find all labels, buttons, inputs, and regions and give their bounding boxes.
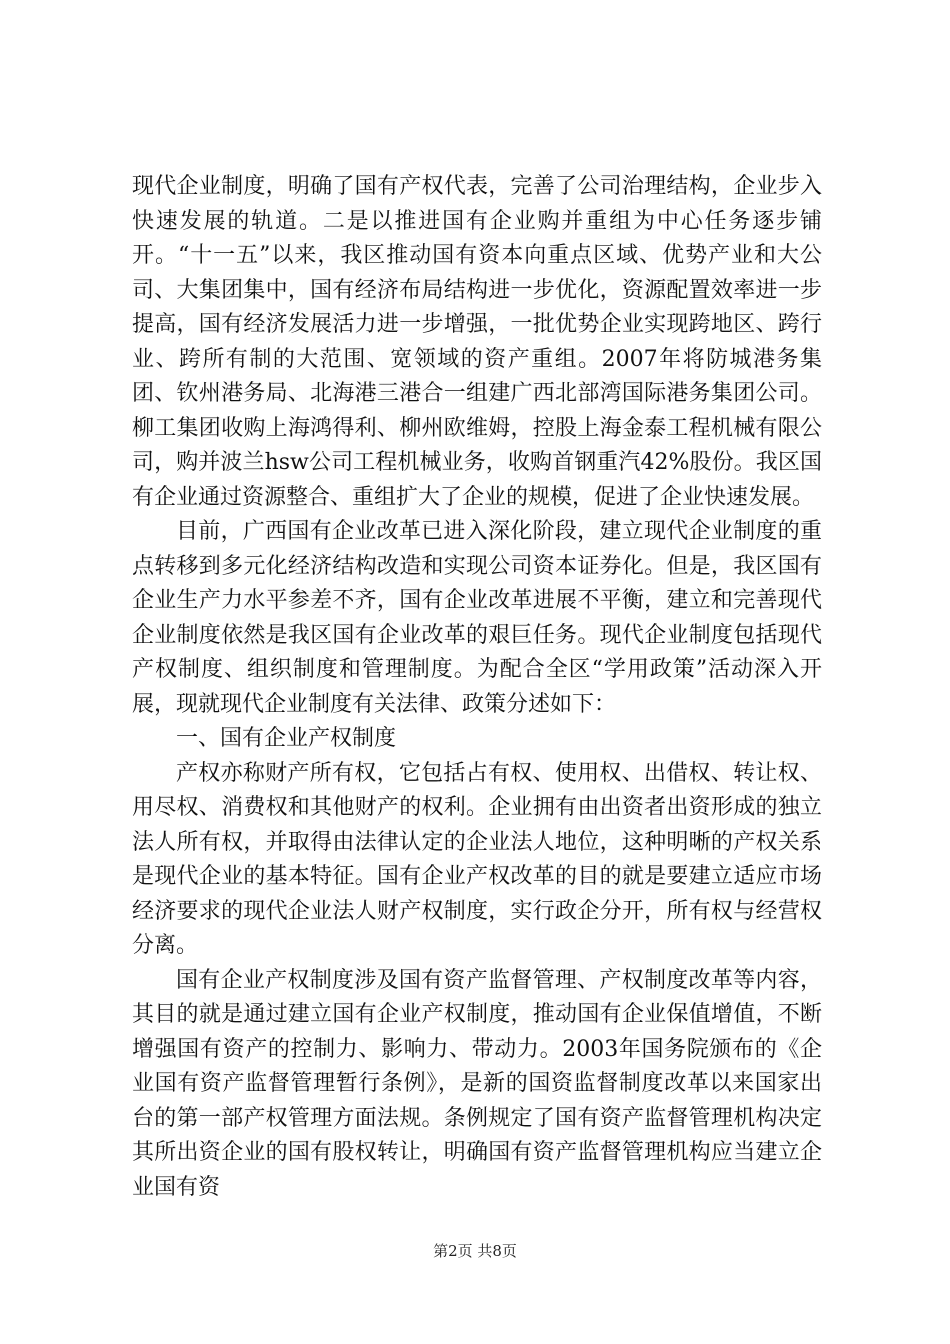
page-number-footer: 第2页 共8页: [433, 1242, 517, 1260]
section-heading-property-rights: 一、国有企业产权制度: [176, 726, 397, 751]
paragraph-property-rights-definition: 产权亦称财产所有权，它包括占有权、使用权、出借权、转让权、用尽权、消费权和其他财产的权利。企业拥有由出资者出资形成的独立法人所有权，并取得由法律认定的企业法人地位，这种明晰的产权关系是现代企业的基本特征。国有企业产权改革的目的就是要建立适应市场经济要求的现代企业法人财产权制度，实行政企分开，所有权与经营权分离。: [132, 760, 822, 958]
paragraph-property-rights-system: 国有企业产权制度涉及国有资产监督管理、产权制度改革等内容，其目的就是通过建立国有企业产权制度，推动国有企业保值增值，不断增强国有资产的控制力、影响力、带动力。2003年国务院颁布的《企业国有资产监督管理暂行条例》，是新的国资监督制度改革以来国家出台的第一部产权管理方面法规。条例规定了国有资产监督管理机构决定其所出资企业的国有股权转让，明确国有资产监督管理机构应当建立企业国有资: [132, 967, 822, 1200]
document-body: [132, 170, 822, 1205]
paragraph-continuation: 现代企业制度，明确了国有产权代表，完善了公司治理结构，企业步入快速发展的轨道。二是以推进国有企业购并重组为中心任务逐步铺开。“十一五”以来，我区推动国有资本向重点区域、优势产业和大公司、大集团集中，国有经济布局结构进一步优化，资源配置效率进一步提高，国有经济发展活力进一步增强，一批优势企业实现跨地区、跨行业、跨所有制的大范围、宽领域的资产重组。2007年将防城港务集团、钦州港务局、北海港三港合一组建广西北部湾国际港务集团公司。柳工集团收购上海鸿得利、柳州欧维姆，控股上海金泰工程机械有限公司，购并波兰hsw公司工程机械业务，收购首钢重汽42%股份。我区国有企业通过资源整合、重组扩大了企业的规模，促进了企业快速发展。: [132, 174, 822, 510]
paragraph-reform-status: 目前，广西国有企业改革已进入深化阶段，建立现代企业制度的重点转移到多元化经济结构改造和实现公司资本证券化。但是，我区国有企业生产力水平参差不齐，国有企业改革进展不平衡，建立和完善现代企业制度依然是我区国有企业改革的艰巨任务。现代企业制度包括现代产权制度、组织制度和管理制度。为配合全区“学用政策”活动深入开展，现就现代企业制度有关法律、政策分述如下：: [132, 519, 822, 717]
